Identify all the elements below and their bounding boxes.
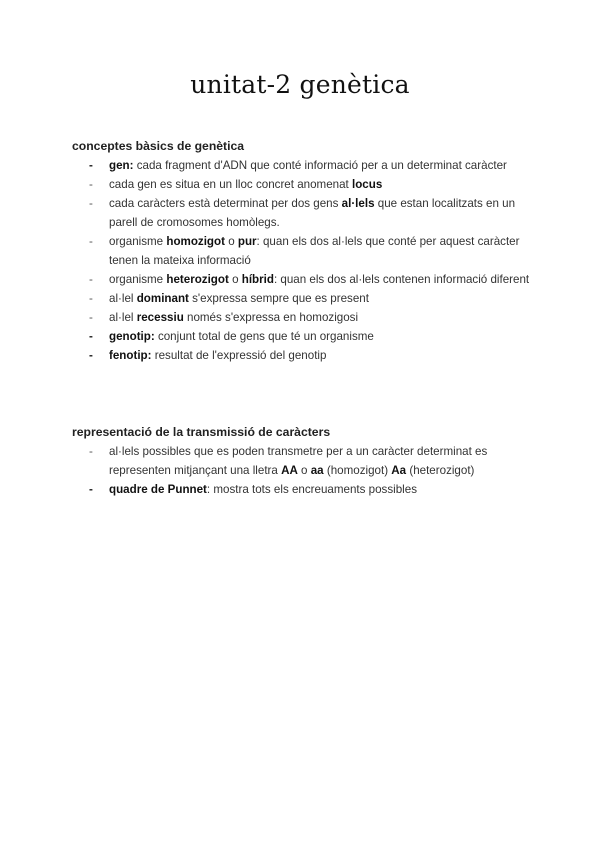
bullet-dash: - <box>89 178 93 191</box>
definition: : quan els dos al·lels contenen informació diferent <box>273 273 530 286</box>
bullet-dash: - <box>89 483 93 496</box>
definition: o <box>297 464 311 477</box>
section-transmission <box>72 423 542 499</box>
definition: (heterozigot) <box>406 464 475 477</box>
list-item-punnet <box>72 480 542 499</box>
list-item-dominant <box>72 289 542 308</box>
term: homozigot <box>166 235 225 248</box>
section-heading: representació de la transmissió de caràcters <box>72 425 331 439</box>
section-basic-concepts <box>72 137 542 365</box>
definition: o <box>224 235 238 248</box>
definition: o <box>228 273 242 286</box>
definition: organisme <box>109 273 167 286</box>
term: quadre de Punnet <box>109 483 207 496</box>
definition: que estan localitzats en un parell de cromosomes homòlegs. <box>109 197 516 229</box>
definition: només s'expressa en homozigosi <box>183 311 359 324</box>
list-item-fenotip <box>72 346 542 365</box>
term: gen: <box>109 159 134 172</box>
definition: al·lels possibles que es poden transmetre per a un caràcter determinat es representen mitjançant una lletra <box>109 445 488 477</box>
list-item-possible-alleles <box>72 442 542 480</box>
list-item-recessiu <box>72 308 542 327</box>
term: fenotip: <box>109 349 152 362</box>
definition: organisme <box>109 235 167 248</box>
term: recessiu <box>136 311 184 324</box>
list-item-gen <box>72 156 542 175</box>
bullet-dash: - <box>89 445 93 458</box>
list-item-alleles <box>72 194 542 232</box>
definition: cada gen es situa en un lloc concret anomenat <box>109 178 352 191</box>
term: pur <box>237 235 257 248</box>
bullet-dash: - <box>89 292 93 305</box>
term: heterozigot <box>166 273 229 286</box>
bullet-dash: - <box>89 330 93 343</box>
bullet-dash: - <box>89 235 93 248</box>
definition: resultat de l'expressió del genotip <box>151 349 327 362</box>
term: Aa <box>391 464 407 477</box>
term: dominant <box>136 292 189 305</box>
definition: s'expressa sempre que es present <box>188 292 369 305</box>
page-title: unitat-2 genètica <box>190 70 410 99</box>
definition: : mostra tots els encreuaments possibles <box>206 483 417 496</box>
definition: cada caràcters està determinat per dos gens <box>109 197 342 210</box>
list-item-genotip <box>72 327 542 346</box>
concepts-list <box>72 156 542 365</box>
bullet-dash: - <box>89 349 93 362</box>
term: híbrid <box>241 273 274 286</box>
list-item-heterozigot <box>72 270 542 289</box>
bullet-dash: - <box>89 311 93 324</box>
bullet-dash: - <box>89 273 93 286</box>
term: al·lels <box>341 197 375 210</box>
term: aa <box>310 464 324 477</box>
definition: conjunt total de gens que té un organisme <box>154 330 374 343</box>
list-item-locus <box>72 175 542 194</box>
section-heading: conceptes bàsics de genètica <box>72 139 245 153</box>
definition: (homozigot) <box>323 464 392 477</box>
term: AA <box>281 464 298 477</box>
transmission-list <box>72 442 542 499</box>
term: locus <box>351 178 383 191</box>
list-item-homozigot <box>72 232 542 270</box>
definition: al·lel <box>109 292 137 305</box>
bullet-dash: - <box>89 159 93 172</box>
bullet-dash: - <box>89 197 93 210</box>
definition: : quan els dos al·lels que conté per aquest caràcter tenen la mateixa informació <box>109 235 520 267</box>
term: genotip: <box>109 330 155 343</box>
definition: cada fragment d'ADN que conté informació per a un determinat caràcter <box>133 159 507 172</box>
definition: al·lel <box>109 311 137 324</box>
